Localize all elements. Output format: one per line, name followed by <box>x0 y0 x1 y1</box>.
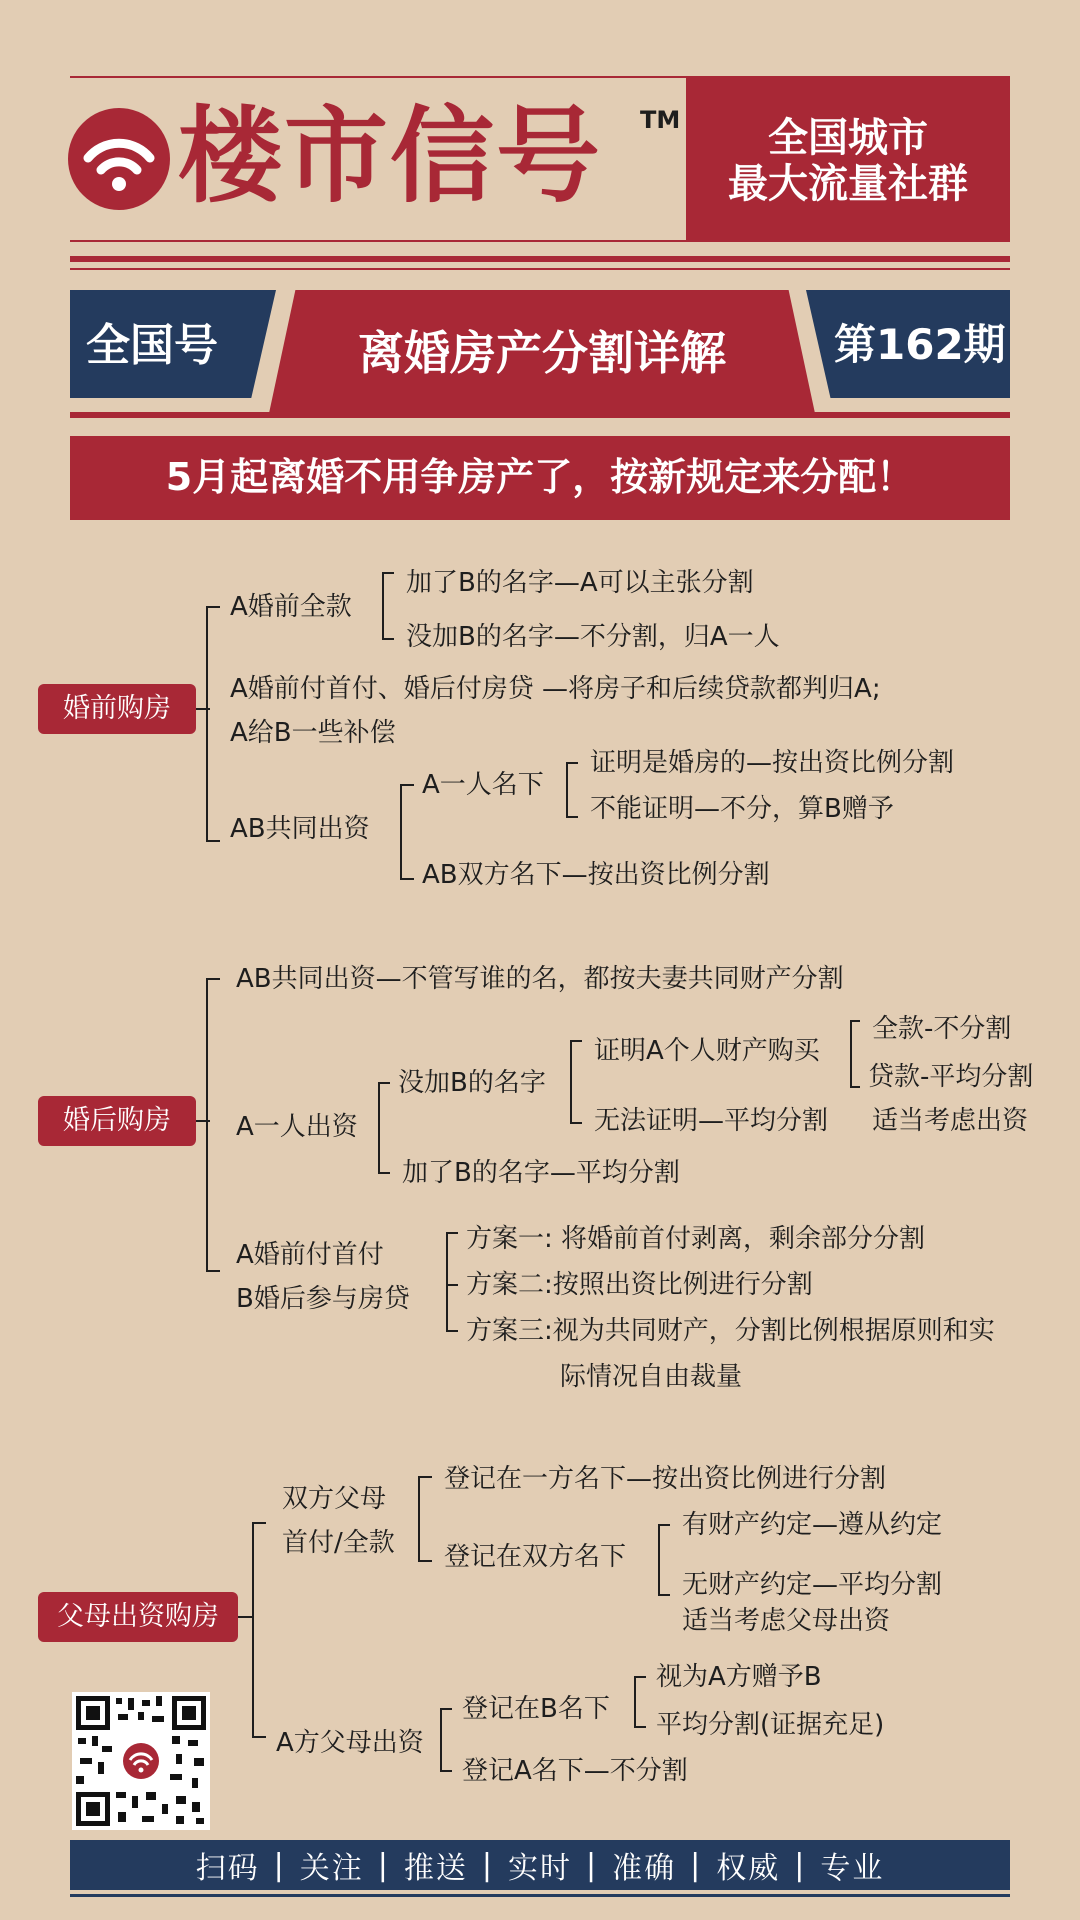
s1-full-payment-added: 加了B的名字—A可以主张分割 <box>406 568 754 598</box>
bracket <box>418 1476 420 1562</box>
bracket <box>206 606 208 842</box>
header-bottom-rule <box>70 240 1010 242</box>
footer-item-push[interactable]: 推送 <box>403 1851 468 1886</box>
s3-no-agreement: 无财产约定—平均分割 <box>682 1570 943 1600</box>
slogan-line1: 全国城市 <box>768 115 928 161</box>
bracket <box>400 784 414 786</box>
bracket <box>570 1122 582 1124</box>
bracket <box>382 638 394 640</box>
bracket <box>418 1476 432 1478</box>
bracket <box>634 1676 636 1728</box>
bracket <box>400 878 414 880</box>
bracket <box>566 816 578 818</box>
s3-one-side: 登记在一方名下—按出资比例进行分割 <box>444 1464 887 1494</box>
footer-separator: | <box>481 1847 494 1883</box>
bracket <box>378 1082 390 1084</box>
bracket <box>252 1522 266 1524</box>
bracket <box>658 1594 670 1596</box>
footer-separator: | <box>586 1847 599 1883</box>
s1-a-name-proved: 证明是婚房的—按出资比例分割 <box>590 748 955 778</box>
s2-plan-2: 方案二:按照出资比例进行分割 <box>466 1270 813 1300</box>
s2-loan-equal: 贷款-平均分割 <box>868 1062 1034 1092</box>
footer-item-professional[interactable]: 专业 <box>820 1851 885 1886</box>
bracket <box>206 1270 220 1272</box>
bracket <box>418 1560 432 1562</box>
s2-consider: 适当考虑出资 <box>872 1106 1029 1136</box>
bracket <box>252 1736 266 1738</box>
banner-title: 离婚房产分割详解 <box>358 326 726 380</box>
s2-plan-1: 方案一: 将婚前首付剥离，剩余部分分割 <box>466 1224 926 1254</box>
brand-title: 楼市信号 <box>178 95 603 217</box>
s3-a-name: 登记A名下—不分割 <box>462 1756 688 1786</box>
s1-a-name-unproved: 不能证明—不分，算B赠予 <box>590 794 894 824</box>
bracket <box>850 1020 852 1088</box>
s1-a-name: A一人名下 <box>422 770 544 800</box>
bracket <box>446 1330 458 1332</box>
bracket <box>446 1232 458 1234</box>
s3-a-parents: A方父母出资 <box>276 1728 424 1758</box>
footer-separator: | <box>273 1847 286 1883</box>
footer-separator: | <box>377 1847 390 1883</box>
s3-both-parents-2: 首付/全款 <box>282 1528 395 1558</box>
s2-no-prove: 无法证明—平均分割 <box>594 1106 829 1136</box>
bracket <box>252 1522 254 1738</box>
divider-rule <box>70 256 1010 262</box>
s3-b-name: 登记在B名下 <box>462 1694 610 1724</box>
s2-added-b: 加了B的名字—平均分割 <box>402 1158 680 1188</box>
banner-left-tag-text: 全国号 <box>86 320 218 371</box>
footer-item-scan[interactable]: 扫码 <box>195 1851 260 1886</box>
s3-gift: 视为A方赠予B <box>656 1662 822 1692</box>
footer-separator: | <box>794 1847 807 1883</box>
s2-mixed-1: A婚前付首付 <box>236 1240 384 1270</box>
bracket <box>206 840 220 842</box>
s2-prove-personal: 证明A个人财产购买 <box>594 1036 820 1066</box>
s1-down-payment: A婚前付首付、婚后付房贷 —将房子和后续贷款都判归A; <box>230 674 881 704</box>
footer-item-realtime[interactable]: 实时 <box>508 1851 572 1886</box>
bracket <box>850 1086 860 1088</box>
brand-logo-icon <box>68 108 170 210</box>
bracket <box>378 1172 390 1174</box>
footer-item-follow[interactable]: 关注 <box>299 1851 364 1886</box>
bracket <box>382 572 384 640</box>
bracket <box>440 1708 442 1772</box>
s3-consider-parents: 适当考虑父母出资 <box>682 1606 891 1636</box>
s1-compensation: A给B一些补偿 <box>230 718 396 748</box>
bracket <box>850 1020 860 1022</box>
banner-issue: 第162期 <box>834 320 1006 369</box>
bracket <box>378 1082 380 1174</box>
bracket <box>400 784 402 880</box>
s2-mixed-2: B婚后参与房贷 <box>236 1284 410 1314</box>
s3-both-side: 登记在双方名下 <box>444 1542 627 1572</box>
slogan-line2: 最大流量社群 <box>728 161 968 207</box>
s1-full-payment-not-added: 没加B的名字—不分割，归A一人 <box>406 622 780 652</box>
brand-trademark: TM <box>640 106 681 134</box>
bracket <box>658 1524 670 1526</box>
bracket <box>382 572 394 574</box>
bracket <box>566 762 578 764</box>
s1-full-payment: A婚前全款 <box>230 592 352 622</box>
footer-items <box>70 1840 1010 1890</box>
bracket <box>440 1770 452 1772</box>
s2-a-only: A一人出资 <box>236 1112 358 1142</box>
bracket <box>566 762 568 818</box>
divider-rule <box>70 268 1010 270</box>
footer-item-authority[interactable]: 权威 <box>716 1851 781 1886</box>
footer-separator: | <box>690 1847 703 1883</box>
bracket <box>658 1524 660 1596</box>
bracket <box>634 1676 646 1678</box>
subtitle-text: 5月起离婚不用争房产了，按新规定来分配！ <box>165 455 915 499</box>
bracket <box>206 978 220 980</box>
bracket <box>206 978 208 1272</box>
s3-equal: 平均分割(证据充足) <box>656 1710 885 1740</box>
bracket <box>634 1726 646 1728</box>
bracket <box>570 1040 582 1042</box>
section-label-parents: 父母出资购房 <box>38 1592 238 1642</box>
footer-item-accurate[interactable]: 准确 <box>612 1851 677 1886</box>
s3-both-parents-1: 双方父母 <box>282 1484 387 1514</box>
banner-underline <box>70 412 1010 418</box>
s2-plan-3-cont: 际情况自由裁量 <box>560 1362 743 1392</box>
bracket <box>446 1284 458 1286</box>
s2-no-b-name: 没加B的名字 <box>398 1068 546 1098</box>
s1-joint-funding: AB共同出资 <box>230 814 370 844</box>
bracket <box>206 606 220 608</box>
s2-joint-funding: AB共同出资—不管写谁的名，都按夫妻共同财产分割 <box>236 964 844 994</box>
bracket <box>570 1040 572 1124</box>
section-label-premarital: 婚前购房 <box>38 684 196 734</box>
section-label-postmarital: 婚后购房 <box>38 1096 196 1146</box>
s2-full-no-split: 全款-不分割 <box>872 1014 1012 1044</box>
bracket <box>440 1708 452 1710</box>
s3-agreement: 有财产约定—遵从约定 <box>682 1510 943 1540</box>
footer-rule <box>70 1894 1010 1897</box>
qr-code[interactable] <box>72 1692 210 1830</box>
s1-ab-name: AB双方名下—按出资比例分割 <box>422 860 770 890</box>
bracket <box>446 1232 448 1332</box>
s2-plan-3: 方案三:视为共同财产，分割比例根据原则和实 <box>466 1316 995 1346</box>
